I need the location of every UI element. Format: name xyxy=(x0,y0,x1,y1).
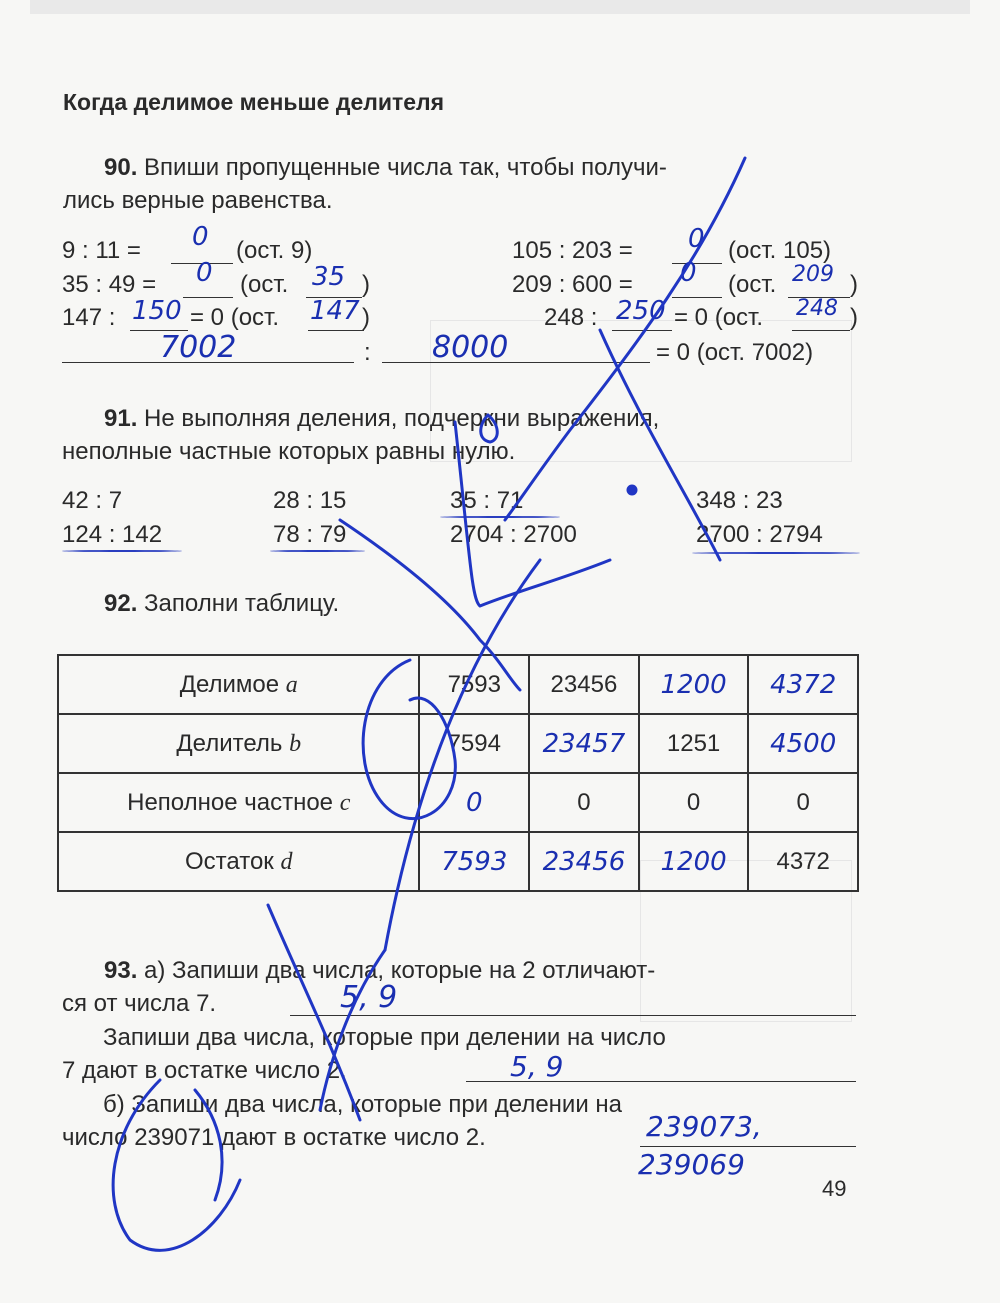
ex92-number: 92. xyxy=(104,590,138,617)
ex90-eq3-close: ) xyxy=(362,304,370,331)
table-cell: 23457 xyxy=(529,714,639,773)
ex91-expression: 78 : 79 xyxy=(273,521,347,548)
table-cell: 23456 xyxy=(529,655,639,714)
ex90-number: 90. xyxy=(104,154,138,181)
ex90-eq7-blank2 xyxy=(382,362,650,363)
fill-table xyxy=(57,654,859,892)
page-number: 49 xyxy=(822,1176,847,1201)
table-row-label: Делитель b xyxy=(58,714,419,773)
table-cell: 7594 xyxy=(419,714,529,773)
ex90-eq3-mid: = 0 (ост. xyxy=(190,304,280,331)
table-cell: 0 xyxy=(529,773,639,832)
ex93-b-answer: 5, 9 xyxy=(510,1050,564,1083)
table-cell: 4372 xyxy=(748,655,858,714)
ex90-eq3: 147 : xyxy=(62,304,116,331)
ex91-expression: 2700 : 2794 xyxy=(696,521,823,548)
table-row-label: Делимое a xyxy=(58,655,419,714)
ex90-eq7-answer1: 7002 xyxy=(160,330,237,365)
ex90-eq3-answer2: 147 xyxy=(310,296,360,326)
ex93-a-line2: ся от числа 7. xyxy=(62,990,217,1017)
ex91-expression: 42 : 7 xyxy=(62,487,123,514)
table-cell: 1200 xyxy=(639,832,749,891)
table-cell: 0 xyxy=(639,773,749,832)
table-cell: 4500 xyxy=(748,714,858,773)
ex90-eq4-answer: 0 xyxy=(688,224,705,254)
ex90-eq4-tail: (ост. 105) xyxy=(728,237,832,264)
ex93-c-line1: б) Запиши два числа, которые при делении на xyxy=(103,1091,623,1118)
ex90-eq6-blank xyxy=(612,330,672,331)
ex90-eq5-blank xyxy=(672,297,722,298)
ex90-eq2-answer: 0 xyxy=(196,258,213,288)
ex90-eq1: 9 : 11 = xyxy=(62,237,141,264)
table-cell: 7593 xyxy=(419,655,529,714)
ex93-c-blank xyxy=(640,1146,856,1147)
ex90-eq7-tail: = 0 (ост. 7002) xyxy=(656,339,814,366)
ex93-c-line2: число 239071 дают в остатке число 2. xyxy=(62,1124,486,1151)
ex93-b-line1: Запиши два числа, которые при делении на число xyxy=(103,1024,666,1051)
ex92-prompt xyxy=(104,589,339,619)
ex91-expression: 28 : 15 xyxy=(273,487,347,514)
ex91-underline xyxy=(270,550,365,552)
ex90-eq3-blank2 xyxy=(308,330,364,331)
ex90-prompt-line2: лись верные равенства. xyxy=(63,187,333,214)
table-row-label: Неполное частное c xyxy=(58,773,419,832)
ex90-eq5-answer2: 209 xyxy=(792,262,834,287)
ex90-eq6: 248 : xyxy=(544,304,598,331)
ex90-eq7-colon: : xyxy=(364,339,371,366)
table-row xyxy=(58,832,858,891)
ex90-prompt-line1 xyxy=(104,153,667,183)
ex91-underline xyxy=(62,550,182,552)
ex93-b-line2: 7 дают в остатке число 2. xyxy=(62,1057,347,1084)
ex91-prompt-text: Не выполняя деления, подчеркни выражения, xyxy=(144,405,660,432)
section-title: Когда делимое меньше делителя xyxy=(63,89,445,115)
ex90-eq5: 209 : 600 = xyxy=(512,271,633,298)
page-edge-shadow xyxy=(30,0,970,14)
table-row xyxy=(58,655,858,714)
table-cell: 0 xyxy=(748,773,858,832)
ex90-eq5-mid: (ост. xyxy=(728,271,777,298)
ex90-eq5-answer: 0 xyxy=(680,258,697,288)
ex91-expression: 35 : 71 xyxy=(450,487,524,514)
ex92-prompt-text: Заполни таблицу. xyxy=(144,590,340,617)
table-row-label: Остаток d xyxy=(58,832,419,891)
ex90-eq7-answer2: 8000 xyxy=(432,330,509,365)
ex90-prompt-text: Впиши пропущенные числа так, чтобы получи- xyxy=(144,154,667,181)
ex90-eq6-answer: 250 xyxy=(616,296,666,326)
ex90-eq5-close: ) xyxy=(850,271,858,298)
ex91-expression: 2704 : 2700 xyxy=(450,521,577,548)
ex90-eq6-mid: = 0 (ост. xyxy=(674,304,764,331)
ex93-c-answer1: 239073, xyxy=(646,1110,762,1143)
ex93-c-answer2: 239069 xyxy=(638,1148,745,1181)
ex91-prompt-line2: неполные частные которых равны нулю. xyxy=(62,438,516,465)
ex90-eq2-blank xyxy=(183,297,233,298)
ex91-number: 91. xyxy=(104,405,138,432)
ex93-a-answer: 5, 9 xyxy=(340,980,398,1015)
ex90-eq2-mid: (ост. xyxy=(240,271,289,298)
ex91-prompt-line1 xyxy=(104,404,659,434)
ex90-eq2-close: ) xyxy=(362,271,370,298)
ink-dot xyxy=(628,486,636,494)
ex90-eq1-tail: (ост. 9) xyxy=(236,237,313,264)
table-cell: 0 xyxy=(419,773,529,832)
table-cell: 1251 xyxy=(639,714,749,773)
table-cell: 7593 xyxy=(419,832,529,891)
ex91-expression: 348 : 23 xyxy=(696,487,783,514)
ex91-underline xyxy=(692,552,860,554)
ex90-eq3-answer: 150 xyxy=(132,296,182,326)
table-row xyxy=(58,773,858,832)
ex93-number: 93. xyxy=(104,957,138,984)
ex91-expression: 124 : 142 xyxy=(62,521,163,548)
ex90-eq4: 105 : 203 = xyxy=(512,237,633,264)
ex91-underline xyxy=(440,516,560,518)
ex90-eq6-close: ) xyxy=(850,304,858,331)
table-row xyxy=(58,714,858,773)
table-cell: 1200 xyxy=(639,655,749,714)
ex90-eq1-answer: 0 xyxy=(192,222,209,252)
table-cell: 23456 xyxy=(529,832,639,891)
ex93-a-text: а) Запиши два числа, которые на 2 отличают- xyxy=(144,957,656,984)
ex90-eq2: 35 : 49 = xyxy=(62,271,157,298)
ex90-eq6-answer2: 248 xyxy=(796,296,838,321)
table-cell: 4372 xyxy=(748,832,858,891)
ex90-eq2-answer2: 35 xyxy=(312,262,346,292)
ex93-a-blank xyxy=(290,1015,856,1016)
ex90-eq6-blank2 xyxy=(792,330,850,331)
